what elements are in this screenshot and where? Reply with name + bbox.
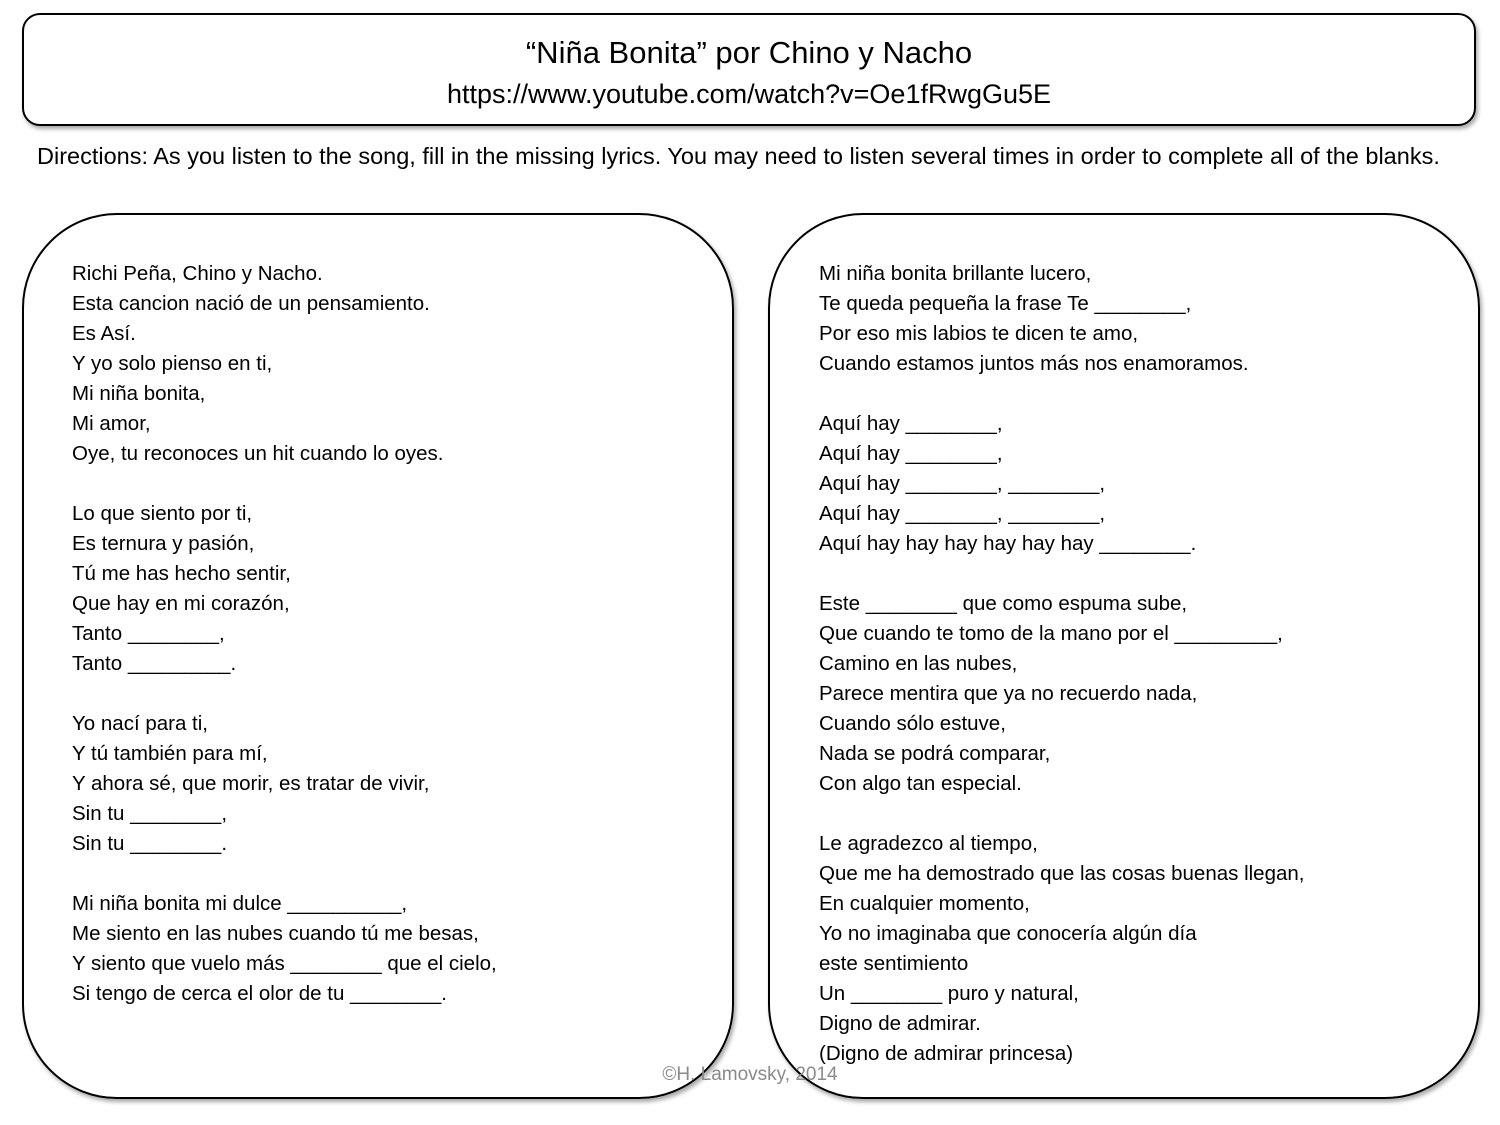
lyric-line: Este ________ que como espuma sube,: [819, 592, 1188, 615]
lyric-line: (Digno de admirar princesa): [819, 1042, 1074, 1065]
lyric-line: Es Así.: [72, 322, 136, 345]
lyric-line: Aquí hay ________,: [819, 412, 1003, 435]
stanza-gap: [819, 379, 1304, 409]
lyric-line: Le agradezco al tiempo,: [819, 832, 1038, 855]
video-url: https://www.youtube.com/watch?v=Oe1fRwgGu5E: [446, 79, 1052, 109]
lyrics-right: [819, 259, 1304, 1069]
lyric-line: Richi Peña, Chino y Nacho.: [72, 262, 323, 285]
lyric-line: Y tú también para mí,: [72, 742, 268, 765]
lyrics-left: [72, 259, 497, 1009]
lyric-line: Que me ha demostrado que las cosas buenas llegan,: [819, 862, 1305, 885]
lyric-line: Y ahora sé, que morir, es tratar de vivir,: [72, 772, 430, 795]
lyric-line: Parece mentira que ya no recuerdo nada,: [819, 682, 1198, 705]
lyric-line: Y siento que vuelo más ________ que el cielo,: [72, 952, 497, 975]
lyric-line: Aquí hay ________, ________,: [819, 502, 1106, 525]
lyric-line: Y yo solo pienso en ti,: [72, 352, 273, 375]
directions-text: Directions: As you listen to the song, fill in the missing lyrics. You may need to listen several times in order to complete all of the blanks.: [37, 143, 1440, 169]
lyric-line: Mi niña bonita mi dulce __________,: [72, 892, 408, 915]
title-box: [22, 13, 1476, 126]
copyright-footer: ©H. Lamovsky, 2014: [662, 1064, 838, 1085]
lyric-line: Sin tu ________.: [72, 832, 228, 855]
lyrics-panel-right: [768, 213, 1480, 1099]
lyric-line: Es ternura y pasión,: [72, 532, 255, 555]
lyric-line: Cuando sólo estuve,: [819, 712, 1006, 735]
stanza-gap: [819, 559, 1304, 589]
lyric-line: Aquí hay ________,: [819, 442, 1003, 465]
lyric-line: Que hay en mi corazón,: [72, 592, 290, 615]
stanza-gap: [72, 469, 497, 499]
lyric-line: Tanto _________.: [72, 652, 237, 675]
lyric-line: Si tengo de cerca el olor de tu ________.: [72, 982, 447, 1005]
lyric-line: Oye, tu reconoces un hit cuando lo oyes.: [72, 442, 444, 465]
lyric-line: Esta cancion nació de un pensamiento.: [72, 292, 430, 315]
lyric-line: Mi amor,: [72, 412, 151, 435]
lyrics-panel-left: [22, 213, 734, 1099]
lyric-line: Mi niña bonita,: [72, 382, 206, 405]
lyric-line: Tanto ________,: [72, 622, 225, 645]
lyric-line: Aquí hay hay hay hay hay hay ________.: [819, 532, 1197, 555]
lyric-line: Que cuando te tomo de la mano por el _________,: [819, 622, 1283, 645]
lyric-line: Lo que siento por ti,: [72, 502, 253, 525]
lyric-line: Camino en las nubes,: [819, 652, 1018, 675]
lyric-line: Aquí hay ________, ________,: [819, 472, 1106, 495]
lyric-line: En cualquier momento,: [819, 892, 1030, 915]
stanza-gap: [72, 859, 497, 889]
stanza-gap: [819, 799, 1304, 829]
song-title: “Niña Bonita” por Chino y Nacho: [525, 35, 973, 70]
lyric-line: este sentimiento: [819, 952, 969, 975]
lyric-line: Tú me has hecho sentir,: [72, 562, 291, 585]
lyric-line: Mi niña bonita brillante lucero,: [819, 262, 1092, 285]
lyric-line: Yo nací para ti,: [72, 712, 209, 735]
lyric-line: Un ________ puro y natural,: [819, 982, 1079, 1005]
lyric-line: Digno de admirar.: [819, 1012, 981, 1035]
lyric-line: Nada se podrá comparar,: [819, 742, 1051, 765]
lyric-line: Te queda pequeña la frase Te ________,: [819, 292, 1192, 315]
lyric-line: Por eso mis labios te dicen te amo,: [819, 322, 1139, 345]
lyric-line: Sin tu ________,: [72, 802, 228, 825]
lyric-line: Cuando estamos juntos más nos enamoramos.: [819, 352, 1249, 375]
lyric-line: Me siento en las nubes cuando tú me besas,: [72, 922, 479, 945]
lyric-line: Yo no imaginaba que conocería algún día: [819, 922, 1197, 945]
lyric-line: Con algo tan especial.: [819, 772, 1022, 795]
stanza-gap: [72, 679, 497, 709]
